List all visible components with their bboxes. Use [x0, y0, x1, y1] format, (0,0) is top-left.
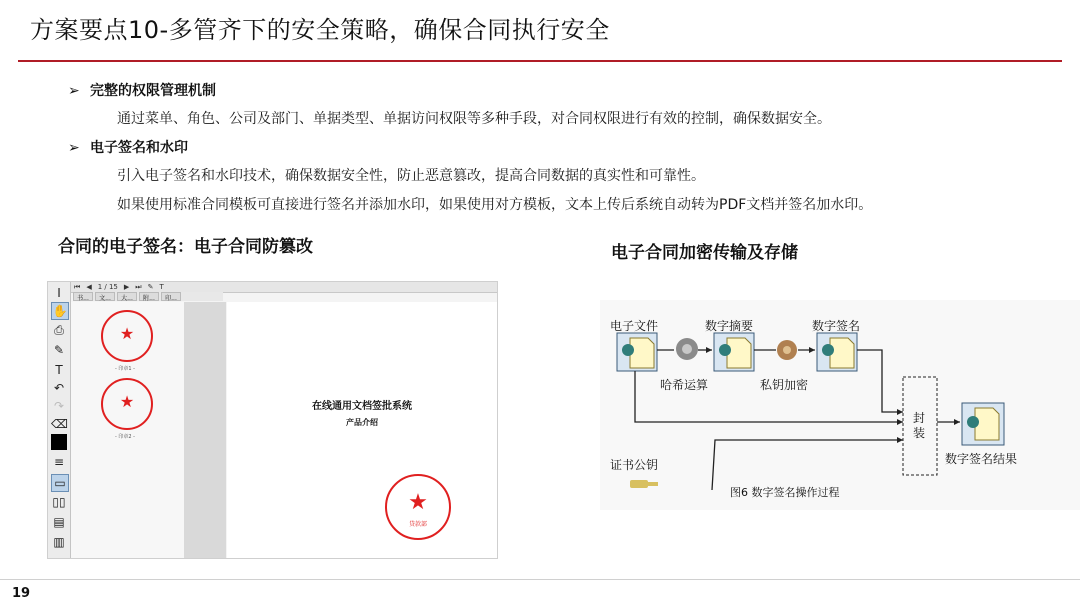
doc-title: 在线通用文档签批系统: [312, 401, 412, 412]
bullet-text: 引入电子签名和水印技术，确保数据安全性，防止恶意篡改，提高合同数据的真实性和可靠性。: [117, 168, 705, 184]
viewer-tabs: [73, 292, 223, 301]
label-seal-2: 装: [913, 426, 926, 440]
tab-attachments[interactable]: 附...: [139, 292, 159, 301]
right-section-heading: 电子合同加密传输及存储: [611, 243, 798, 263]
hand-icon[interactable]: ✋: [52, 304, 68, 318]
label-signature: 数字签名: [812, 319, 861, 333]
arrow-bullet-icon: ➢: [68, 83, 80, 99]
signature-box-icon: [817, 333, 857, 371]
diagram-caption: 图6 数字签名操作过程: [730, 486, 840, 499]
label-private-key: 私钥加密: [760, 378, 809, 392]
tab-text[interactable]: 文...: [95, 292, 115, 301]
label-file: 电子文件: [610, 319, 659, 333]
two-page-icon[interactable]: ▯▯: [52, 495, 66, 509]
cert-key-icon: [630, 480, 658, 488]
nav-first-icon[interactable]: ⏮: [74, 282, 81, 291]
tab-bookmarks[interactable]: 书...: [73, 292, 93, 301]
nav-next-icon[interactable]: ▶: [123, 283, 130, 291]
line-width-icon[interactable]: ≡: [53, 455, 65, 469]
pen-icon[interactable]: ✎: [147, 283, 154, 291]
stamp-thumbnail-panel: [71, 302, 185, 558]
stamp-thumbnail[interactable]: [101, 378, 153, 430]
single-page-icon[interactable]: ▭: [51, 474, 69, 492]
hash-gear-icon: [676, 338, 698, 360]
bullet-esign: [68, 137, 188, 157]
color-swatch-icon[interactable]: [51, 434, 67, 450]
arrow-bullet-icon: ➢: [68, 140, 80, 156]
tab-outline[interactable]: 大...: [117, 292, 137, 301]
label-cert: 证书公钥: [610, 458, 659, 472]
label-hash: 哈希运算: [660, 378, 709, 392]
bullet-permission: [68, 80, 216, 100]
label-digest: 数字摘要: [705, 319, 754, 333]
text-tool-icon[interactable]: T: [55, 363, 63, 377]
official-stamp: [385, 474, 451, 540]
pen-tool-icon[interactable]: ✎: [53, 343, 65, 357]
title-divider: [18, 60, 1062, 62]
star-icon: ★: [408, 490, 428, 515]
tab-stamps[interactable]: 印...: [161, 292, 181, 301]
bullet-text: 通过菜单、角色、公司及部门、单据类型、单据访问权限等多种手段，对合同权限进行有效的控制，确保数据安全。: [117, 111, 831, 127]
nav-prev-icon[interactable]: ◀: [86, 283, 92, 291]
page-title: 方案要点10-多管齐下的安全策略，确保合同执行安全: [30, 16, 610, 44]
private-key-icon: [777, 340, 797, 360]
panel-gutter: [184, 302, 226, 558]
printer-icon[interactable]: ⎙: [54, 323, 64, 337]
result-box-icon: [962, 403, 1004, 445]
bullet-text: 如果使用标准合同模板可直接进行签名并添加水印，如果使用对方模板，文本上传后系统自动转为PDF文档并签名加水印。: [117, 197, 873, 213]
text-icon[interactable]: T: [159, 283, 164, 291]
page-number: 19: [12, 586, 31, 601]
doc-subtitle: 产品介绍: [346, 417, 378, 427]
nav-last-icon[interactable]: ⏭: [135, 282, 142, 291]
footer-divider: [0, 579, 1080, 580]
tool-palette: [48, 282, 71, 558]
redo-icon[interactable]: ↷: [53, 399, 65, 413]
page-indicator[interactable]: 1 / 15: [97, 283, 118, 291]
thumbnail-caption: - 印章1 -: [115, 366, 135, 372]
thumbnail-caption: - 印章2 -: [115, 434, 135, 440]
left-section-heading: 合同的电子签名：电子合同防篡改: [58, 237, 313, 257]
star-icon: ★: [119, 392, 135, 411]
digest-box-icon: [714, 333, 754, 371]
document-viewer: [47, 281, 498, 559]
bullet-heading: 电子签名和水印: [90, 140, 188, 156]
eraser-icon[interactable]: ⌫: [51, 417, 68, 431]
label-seal-1: 封: [913, 411, 926, 425]
undo-icon[interactable]: ↶: [53, 381, 65, 395]
signature-diagram: [600, 300, 1080, 510]
bullet-heading: 完整的权限管理机制: [90, 83, 216, 99]
label-result: 数字签名结果: [945, 452, 1018, 466]
select-cursor-icon[interactable]: I: [57, 286, 61, 300]
stamp-thumbnail[interactable]: [101, 310, 153, 362]
file-box-icon: [617, 333, 657, 371]
star-icon: ★: [119, 324, 135, 343]
continuous-icon[interactable]: ▤: [53, 515, 65, 529]
stamp-dept: 贷款部: [408, 521, 427, 528]
document-page: [227, 302, 497, 558]
fit-width-icon[interactable]: ▥: [53, 535, 65, 549]
